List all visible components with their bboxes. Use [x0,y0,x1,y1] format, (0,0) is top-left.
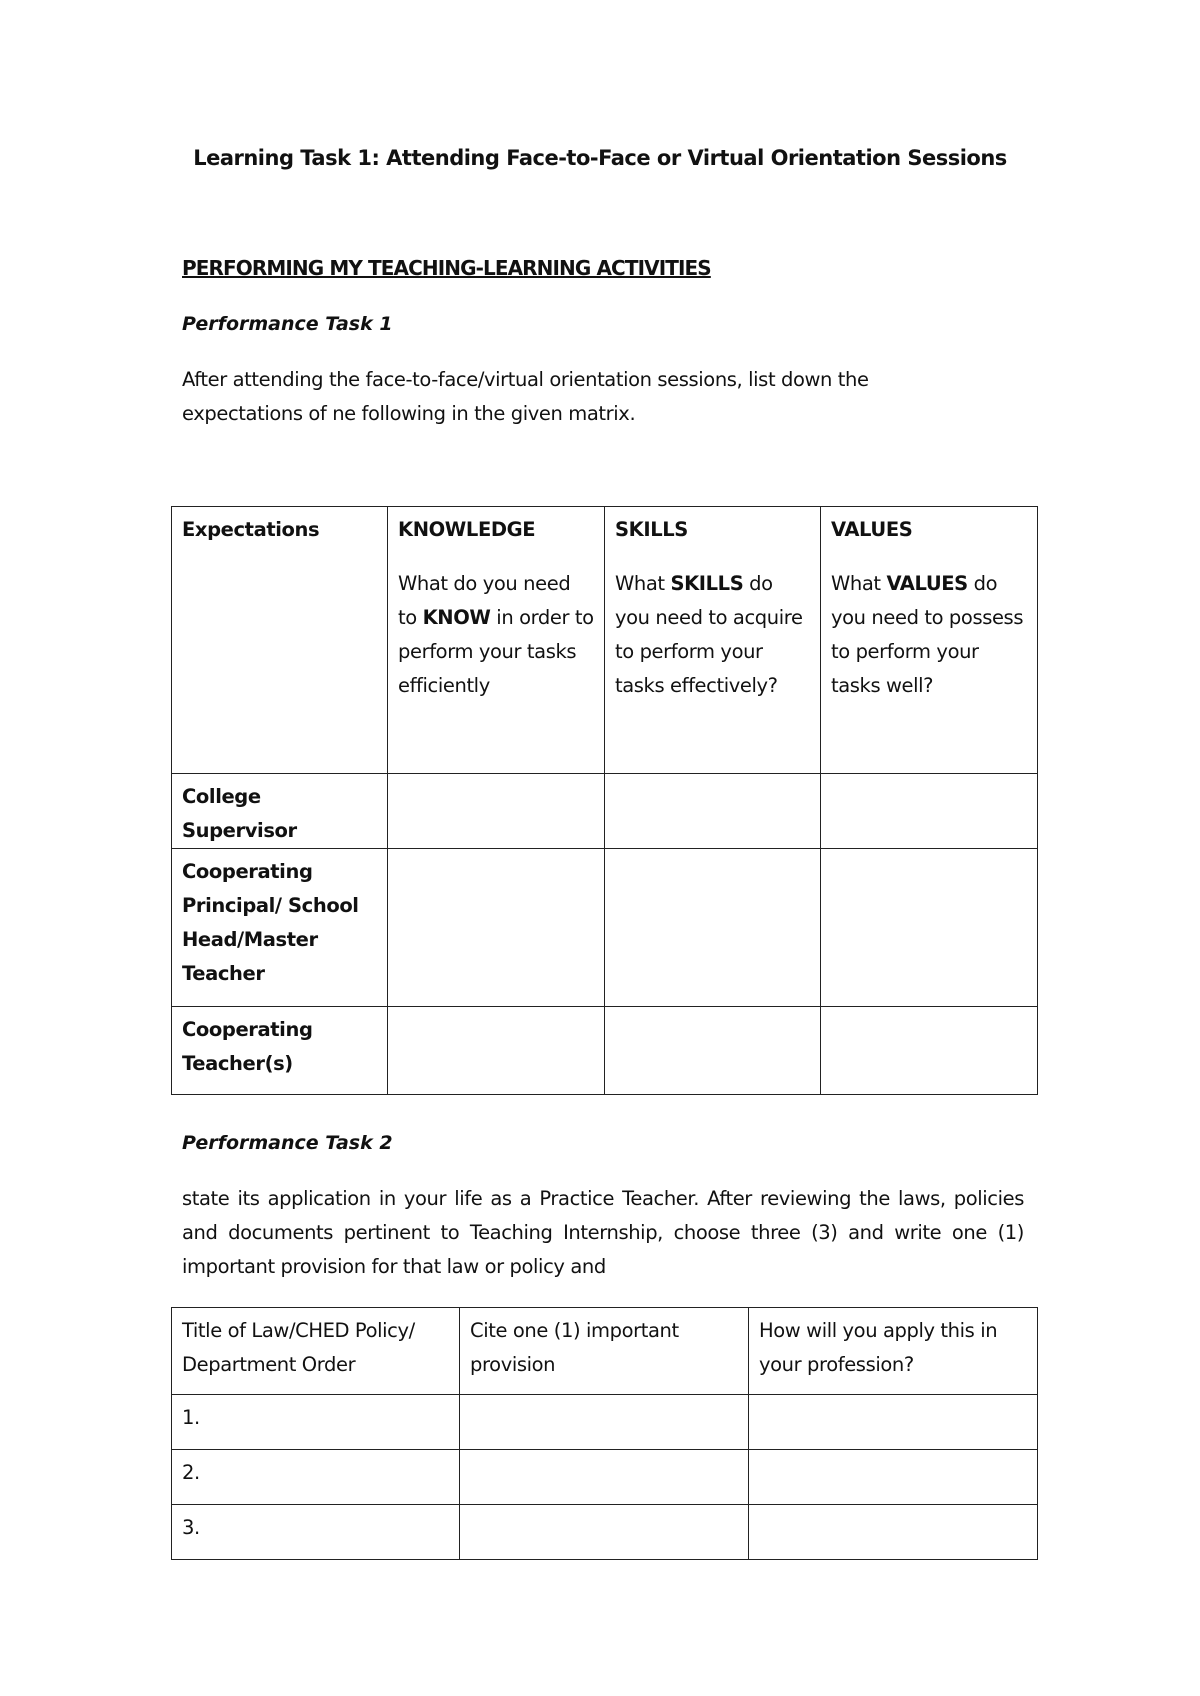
row-number: 3. [172,1505,460,1560]
table-row [172,774,1038,849]
skills-header: SKILLS [615,518,688,541]
skills-cell[interactable] [605,774,821,849]
knowledge-question: What do you need to KNOW in order to perform your tasks efficiently [398,572,594,697]
task1-instruction: After attending the face-to-face/virtual orientation sessions, list down the expectations of ne following in the given matrix. [182,368,869,425]
provision-cell[interactable] [460,1450,749,1505]
section-heading: PERFORMING MY TEACHING-LEARNING ACTIVITIES [182,256,711,280]
application-cell[interactable] [749,1505,1038,1560]
application-header: How will you apply this in your profession? [749,1308,1038,1395]
values-header: VALUES [831,518,913,541]
header-cell [172,507,388,774]
application-cell[interactable] [749,1395,1038,1450]
expectations-header: Expectations [182,518,320,541]
task1-heading: Performance Task 1 [182,313,393,335]
header-cell [821,507,1038,774]
row-label: College Supervisor [172,774,388,849]
row-number: 2. [172,1450,460,1505]
table-header-row [172,1308,1038,1395]
skills-cell[interactable] [605,1007,821,1095]
law-title-header: Title of Law/CHED Policy/ Department Order [172,1308,460,1395]
knowledge-cell[interactable] [388,774,605,849]
knowledge-cell[interactable] [388,849,605,1007]
provision-header: Cite one (1) important provision [460,1308,749,1395]
application-cell[interactable] [749,1450,1038,1505]
table-header-row [172,507,1038,774]
row-number: 1. [172,1395,460,1450]
laws-table [171,1307,1038,1560]
knowledge-cell[interactable] [388,1007,605,1095]
table-row [172,1450,1038,1505]
task2-instruction: state its application in your life as a Practice Teacher. After reviewing the laws, policies and documents pertinent to Teaching Internship, choose three (3) and write one (1) important provision for that law or policy and [182,1187,1024,1278]
provision-cell[interactable] [460,1505,749,1560]
provision-cell[interactable] [460,1395,749,1450]
skills-cell[interactable] [605,849,821,1007]
header-cell [388,507,605,774]
page-title: Learning Task 1: Attending Face-to-Face or Virtual Orientation Sessions [193,146,1007,170]
table-row [172,1505,1038,1560]
skills-question: What SKILLS do you need to acquire to perform your tasks effectively? [615,572,803,697]
values-cell[interactable] [821,849,1038,1007]
header-cell [605,507,821,774]
row-label: Cooperating Teacher(s) [172,1007,388,1095]
table-row [172,849,1038,1007]
task2-heading: Performance Task 2 [182,1132,393,1154]
values-question: What VALUES do you need to possess to perform your tasks well? [831,572,1024,697]
row-label: Cooperating Principal/ School Head/Master Teacher [172,849,388,1007]
knowledge-header: KNOWLEDGE [398,518,536,541]
expectations-table [171,506,1038,1095]
table-row [172,1007,1038,1095]
values-cell[interactable] [821,774,1038,849]
table-row [172,1395,1038,1450]
values-cell[interactable] [821,1007,1038,1095]
